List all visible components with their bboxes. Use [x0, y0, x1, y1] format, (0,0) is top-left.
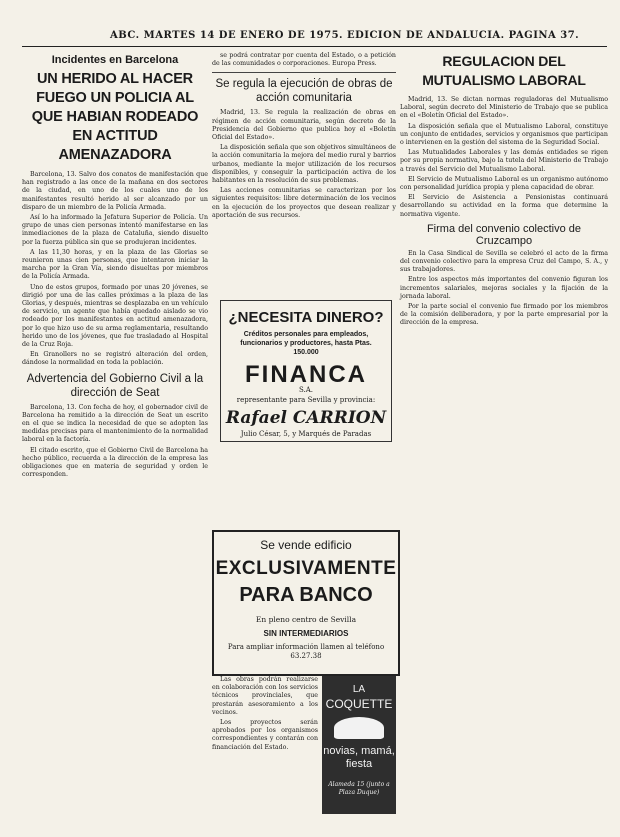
- article-paragraph: En Granollers no se registró alteración del orden, dándose la normalidad en toda la población.: [22, 351, 208, 367]
- ad-money-title: ¿NECESITA DINERO?: [228, 309, 384, 326]
- ad-money-brand2: Rafael CARRION: [225, 408, 387, 428]
- article-paragraph: Así lo ha informado la Jefatura Superior de Policía. Un grupo de unas cien personas intentó manifestarse en las inmediaciones de la plaza de Cataluña, siendo disuelto por la fuerza pública sin que se produjeran incidentes.: [22, 214, 208, 246]
- article-paragraph: En la Casa Sindical de Sevilla se celebró el acto de la firma del convenio colectivo para la empresa Cruz del Campo, S. A., y sus trabajadores.: [400, 249, 608, 274]
- page-header: ABC. MARTES 14 DE ENERO DE 1975. EDICION DE ANDALUCIA. PAGINA 37.: [110, 30, 580, 41]
- article-paragraph: Madrid, 13. Se dictan normas reguladoras del Mutualismo Laboral, según decreto del Ministerio de Trabajo que se publica en el «Boletín Oficial del Estado».: [400, 96, 608, 120]
- article-paragraph: Los proyectos serán aprobados por los organismos correspondientes y contarán con financiación del Estado.: [212, 719, 318, 751]
- ad-shop-line: LA: [352, 684, 366, 695]
- ad-money-brand: FINANCA: [245, 361, 367, 388]
- ad-money-line: Créditos personales para empleados, funcionarios y productores, hasta Ptas. 150.000: [240, 331, 372, 356]
- ad-building-line: Se vende edificio: [260, 538, 352, 552]
- header-rule: [22, 46, 607, 47]
- ad-money-address: Julio César, 5, y Marqués de Paradas: [240, 430, 372, 438]
- section-seat-heading: Advertencia del Gobierno Civil a la dirección de Seat: [26, 372, 204, 399]
- column-middle-lower: [212, 676, 318, 754]
- article-paragraph: La disposición señala que son objetivos simultáneos de la acción comunitaria la mejora del medio rural y barrios urbanos, mediante la mejor utilización de los recursos disponibles, y conseguir la participación activa de los habitantes en la resolución de sus problemas.: [212, 144, 396, 185]
- article-paragraph: El Servicio de Asistencia a Pensionistas continuará desarrollando su actividad en la forma que determine la normativa vigente.: [400, 194, 608, 218]
- article-paragraph: La disposición señala que el Mutualismo Laboral, constituye un conjunto de entidades, servicios y organismos que participan o intervienen en la gestión del sistema de la Seguridad Social.: [400, 122, 608, 147]
- ad-building-line: PARA BANCO: [239, 584, 373, 606]
- column-right: [400, 52, 608, 330]
- ad-shop-line: COQUETTE: [325, 697, 393, 711]
- column-left: [22, 52, 208, 482]
- article-paragraph: El Servicio de Mutualismo Laboral es un organismo autónomo con personalidad jurídica propia y plena capacidad de obrar.: [400, 175, 608, 192]
- section-obras-heading: Se regula la ejecución de obras de acción comunitaria: [215, 78, 393, 105]
- ad-shop: [322, 676, 396, 814]
- hat-icon: [334, 717, 384, 739]
- ad-money: [220, 300, 392, 442]
- column-middle: [212, 52, 396, 222]
- article-paragraph: Barcelona, 13. Salvo dos conatos de manifestación que han registrado a las once de la mañana en dos sectores de la ciudad, en uno de los cuales uno de los manifestantes resultó herido al ser alcanzado por un disparo de un miembro de la Policía Armada.: [22, 171, 208, 211]
- headline-barcelona: UN HERIDO AL HACER FUEGO UN POLICIA AL QUE HABIAN RODEADO EN ACTITUD AMENAZADORA: [31, 71, 199, 163]
- article-paragraph: Barcelona, 13. Con fecha de hoy, el gobernador civil de Barcelona ha remitido a la dirección de Seat un escrito en el que se indica la necesidad de que se adopten las medidas precisas para el mantenimiento de la normalidad laboral en la factoría.: [22, 403, 208, 444]
- ad-shop-line: Alameda 15 (junto a Plaza Duque): [328, 781, 390, 796]
- ad-building-line: Para ampliar información llamen al teléfono 63.27.38: [227, 643, 385, 660]
- article-paragraph: A las 11,30 horas, y en la plaza de las Glorias se reunieron unas cien personas, que intentaron iniciar la marcha por la Gran Vía, siendo disueltas por miembros de la Policía Armada.: [22, 248, 208, 281]
- divider: [212, 72, 396, 73]
- ad-money-rep: representante para Sevilla y provincia:: [236, 396, 376, 404]
- ad-money-brand-sub: S.A.: [298, 386, 314, 394]
- article-paragraph: Entre los aspectos más importantes del convenio figuran los incrementos salariales, mejoras sociales y la fijación de la jornada laboral.: [400, 276, 608, 300]
- headline-mutualismo: REGULACION DEL MUTUALISMO LABORAL: [422, 53, 586, 88]
- ad-building-line: SIN INTERMEDIARIOS: [263, 629, 349, 638]
- article-paragraph: Las obras podrán realizarse en colaboración con los servicios técnicos provinciales, que prestarán asesoramiento a los vecinos.: [212, 676, 318, 716]
- article-paragraph: Las Mutualidades Laborales y las demás entidades se rigen por su propia normativa, bajo la tutela del Ministerio de Trabajo a través del Servicio del Mutualismo Laboral.: [400, 149, 608, 173]
- ad-building-line: EXCLUSIVAMENTE: [215, 558, 397, 579]
- ad-building: [212, 530, 400, 676]
- article-paragraph: Por la parte social el convenio fue firmado por los miembros de la comisión deliberadora, y por la parte empresarial por la dirección de la empresa.: [400, 303, 608, 327]
- article-paragraph: Las acciones comunitarias se caracterizan por los siguientes requisitos: libre determinación de los vecinos en la ejecución de los proyectos que desean realizar y aportación de sus recursos.: [212, 187, 396, 219]
- article-paragraph: se podrá contratar por cuenta del Estado, o a petición de las comunidades o corporaciones. Europa Press.: [212, 52, 396, 68]
- article-paragraph: Uno de estos grupos, formado por unas 20 jóvenes, se dirigió por una de las calles próximas a la plaza de las Glorias, y después, mientras se desplazaba en un vehículo de servicio, un agente que había quedado aislado se vio rodeado por los manifestantes en actitud amenazadora, por lo que hizo uso de su arma reglamentaria, resultando herido uno de los jóvenes, que fue trasladado al Hospital de la Cruz Roja.: [22, 283, 208, 349]
- article-paragraph: Madrid, 13. Se regula la realización de obras en régimen de acción comunitaria, según decreto de la Presidencia del Gobierno que publica hoy el «Boletín Oficial del Estado».: [212, 109, 396, 142]
- kicker: Incidentes en Barcelona: [51, 54, 179, 66]
- section-cruzcampo-heading: Firma del convenio colectivo de Cruzcampo: [426, 222, 582, 247]
- ad-building-line: En pleno centro de Sevilla: [255, 615, 357, 624]
- ad-shop-line: novias, mamá, fiesta: [323, 745, 395, 770]
- article-paragraph: El citado escrito, que el Gobierno Civil de Barcelona ha hecho público, recuerda a la dirección de la empresa las obligaciones que en materia de seguridad y orden le corresponden.: [22, 446, 208, 479]
